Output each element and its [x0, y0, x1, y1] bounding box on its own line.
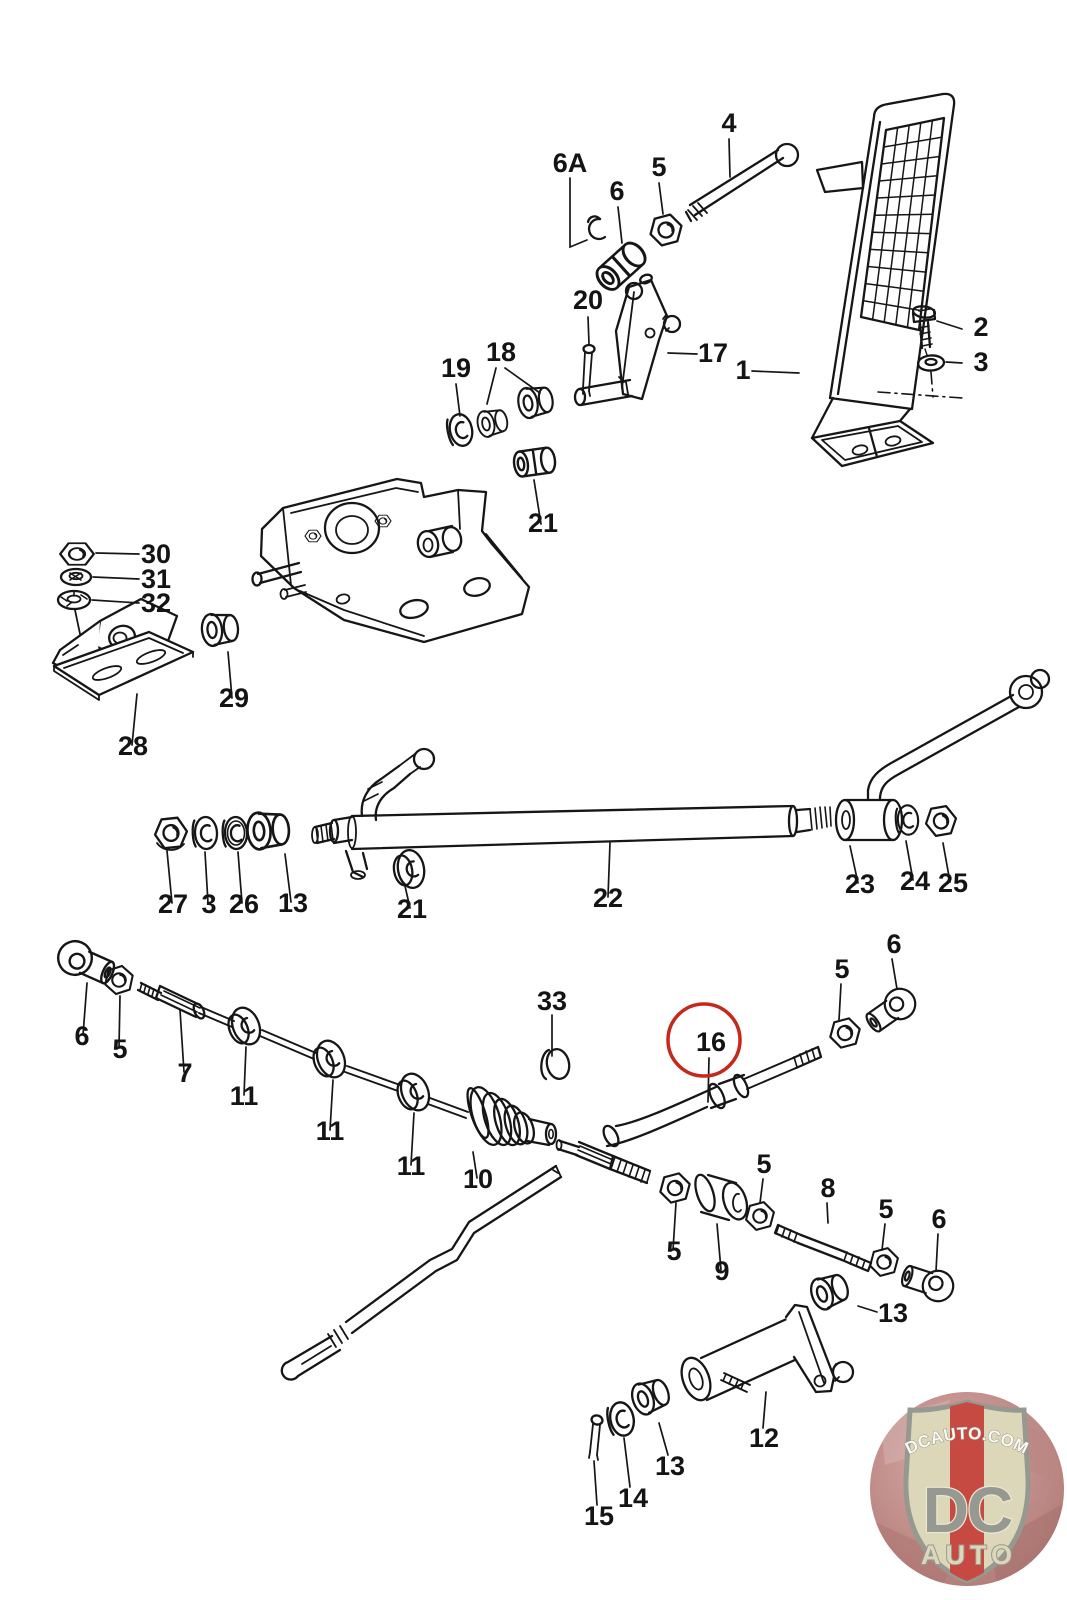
boot-10-drawing	[463, 1083, 556, 1148]
part-label-21-11: 21	[527, 508, 559, 538]
nut-5-top-drawing	[647, 213, 685, 248]
part-label-23-23: 23	[844, 869, 876, 899]
accelerator-pedal-drawing	[812, 94, 962, 466]
bushing-29-drawing	[200, 611, 239, 647]
nut-25-drawing	[924, 805, 959, 837]
part-label-11-31: 11	[396, 1151, 426, 1181]
nut-5g-drawing	[867, 1246, 901, 1277]
part-label-27-17: 27	[157, 889, 189, 919]
nut-5e-drawing	[657, 1171, 693, 1204]
part-label-4-0: 4	[721, 108, 737, 138]
part-label-31-13: 31	[140, 564, 172, 594]
part-label-5-3: 5	[651, 152, 667, 182]
rod-22-drawing	[312, 749, 831, 879]
part-label-22-22: 22	[592, 883, 624, 913]
part-label-6-26: 6	[74, 1021, 90, 1051]
washer-19-drawing	[445, 412, 475, 448]
part-label-2-4: 2	[973, 312, 989, 342]
part-label-11-29: 11	[229, 1081, 259, 1111]
part-label-10-32: 10	[462, 1164, 494, 1194]
part-label-5-37: 5	[666, 1236, 682, 1266]
part-label-1-6: 1	[735, 355, 751, 385]
part-label-18-10: 18	[485, 337, 517, 367]
part-label-6A-1: 6A	[552, 148, 588, 178]
part-label-6-2: 6	[609, 176, 625, 206]
part-label-19-9: 19	[440, 353, 472, 383]
pedal-mount-bracket-drawing	[253, 479, 530, 642]
part-label-20-8: 20	[572, 285, 604, 315]
part-label-16-34: 16	[695, 1027, 727, 1057]
part-label-14-46: 14	[617, 1483, 649, 1513]
part-label-28-16: 28	[117, 731, 149, 761]
part-label-6-42: 6	[931, 1204, 947, 1234]
part-label-3-18: 3	[201, 889, 217, 919]
rod-4-drawing	[686, 144, 798, 221]
washer-3b-drawing	[192, 816, 218, 849]
watermark-word: AUTO	[920, 1540, 1018, 1570]
dcauto-watermark	[860, 1392, 1067, 1600]
part-label-29-15: 29	[218, 683, 250, 713]
part-label-8-40: 8	[820, 1173, 836, 1203]
washer-26-drawing	[222, 816, 248, 849]
bushing-13c-drawing	[628, 1375, 673, 1417]
part-label-13-20: 13	[277, 888, 309, 918]
bushings-18-drawing	[475, 384, 555, 439]
grommet-21b-drawing	[391, 848, 427, 891]
part-label-15-47: 15	[583, 1501, 615, 1531]
part-label-5-41: 5	[878, 1194, 894, 1224]
nut-30-drawing	[60, 543, 94, 565]
throttle-rod-threaded-end-drawing	[557, 1140, 651, 1183]
cap-33-drawing	[541, 1047, 572, 1081]
part-label-12-44: 12	[748, 1423, 780, 1453]
part-label-17-7: 17	[697, 338, 729, 368]
part-label-33-33: 33	[536, 986, 568, 1016]
part-label-3-5: 3	[973, 347, 989, 377]
part-label-9-38: 9	[714, 1256, 730, 1286]
rod-16-drawing	[601, 1047, 821, 1149]
z-rod-drawing	[282, 1166, 561, 1380]
washer-24-drawing	[895, 805, 919, 836]
part-label-6-36: 6	[886, 929, 902, 959]
part-label-25-25: 25	[937, 868, 969, 898]
lever-12-drawing	[676, 1305, 853, 1404]
clip-6a-drawing	[588, 216, 605, 239]
bushing-13a-drawing	[246, 811, 290, 851]
part-label-5-27: 5	[112, 1034, 128, 1064]
washer-3-top-drawing	[918, 355, 945, 372]
watermark-monogram: DC	[922, 1474, 1012, 1546]
grommets-11-drawing	[223, 1004, 468, 1118]
bushing-13b-drawing	[807, 1270, 852, 1312]
ball-socket-6c-drawing	[53, 936, 119, 990]
washer-14-drawing	[605, 1400, 637, 1438]
part-label-21-21: 21	[396, 894, 428, 924]
part-label-13-43: 13	[877, 1298, 909, 1328]
part-label-5-39: 5	[756, 1149, 772, 1179]
nut-27-drawing	[154, 817, 189, 850]
part-label-30-12: 30	[140, 539, 172, 569]
bracket-28-drawing	[53, 599, 193, 700]
rod-8-drawing	[775, 1225, 871, 1271]
adjuster-7-drawing	[138, 983, 234, 1027]
part-label-11-30: 11	[315, 1116, 345, 1146]
ball-socket-6d-drawing	[861, 983, 921, 1038]
part-label-7-28: 7	[177, 1058, 193, 1088]
part-label-24-24: 24	[899, 866, 931, 896]
cotter-pin-15-drawing	[589, 1414, 603, 1460]
part-label-32-14: 32	[140, 588, 172, 618]
sleeve-9-drawing	[692, 1172, 752, 1222]
washer-31-drawing	[61, 569, 91, 585]
part-label-13-45: 13	[654, 1451, 686, 1481]
part-label-26-19: 26	[228, 889, 260, 919]
watermark-site-text: DCAUTO.COM	[902, 1423, 1032, 1459]
part-label-5-35: 5	[834, 954, 850, 984]
nut-5d-drawing	[827, 1016, 863, 1049]
bushing-21-upper-drawing	[512, 447, 556, 478]
